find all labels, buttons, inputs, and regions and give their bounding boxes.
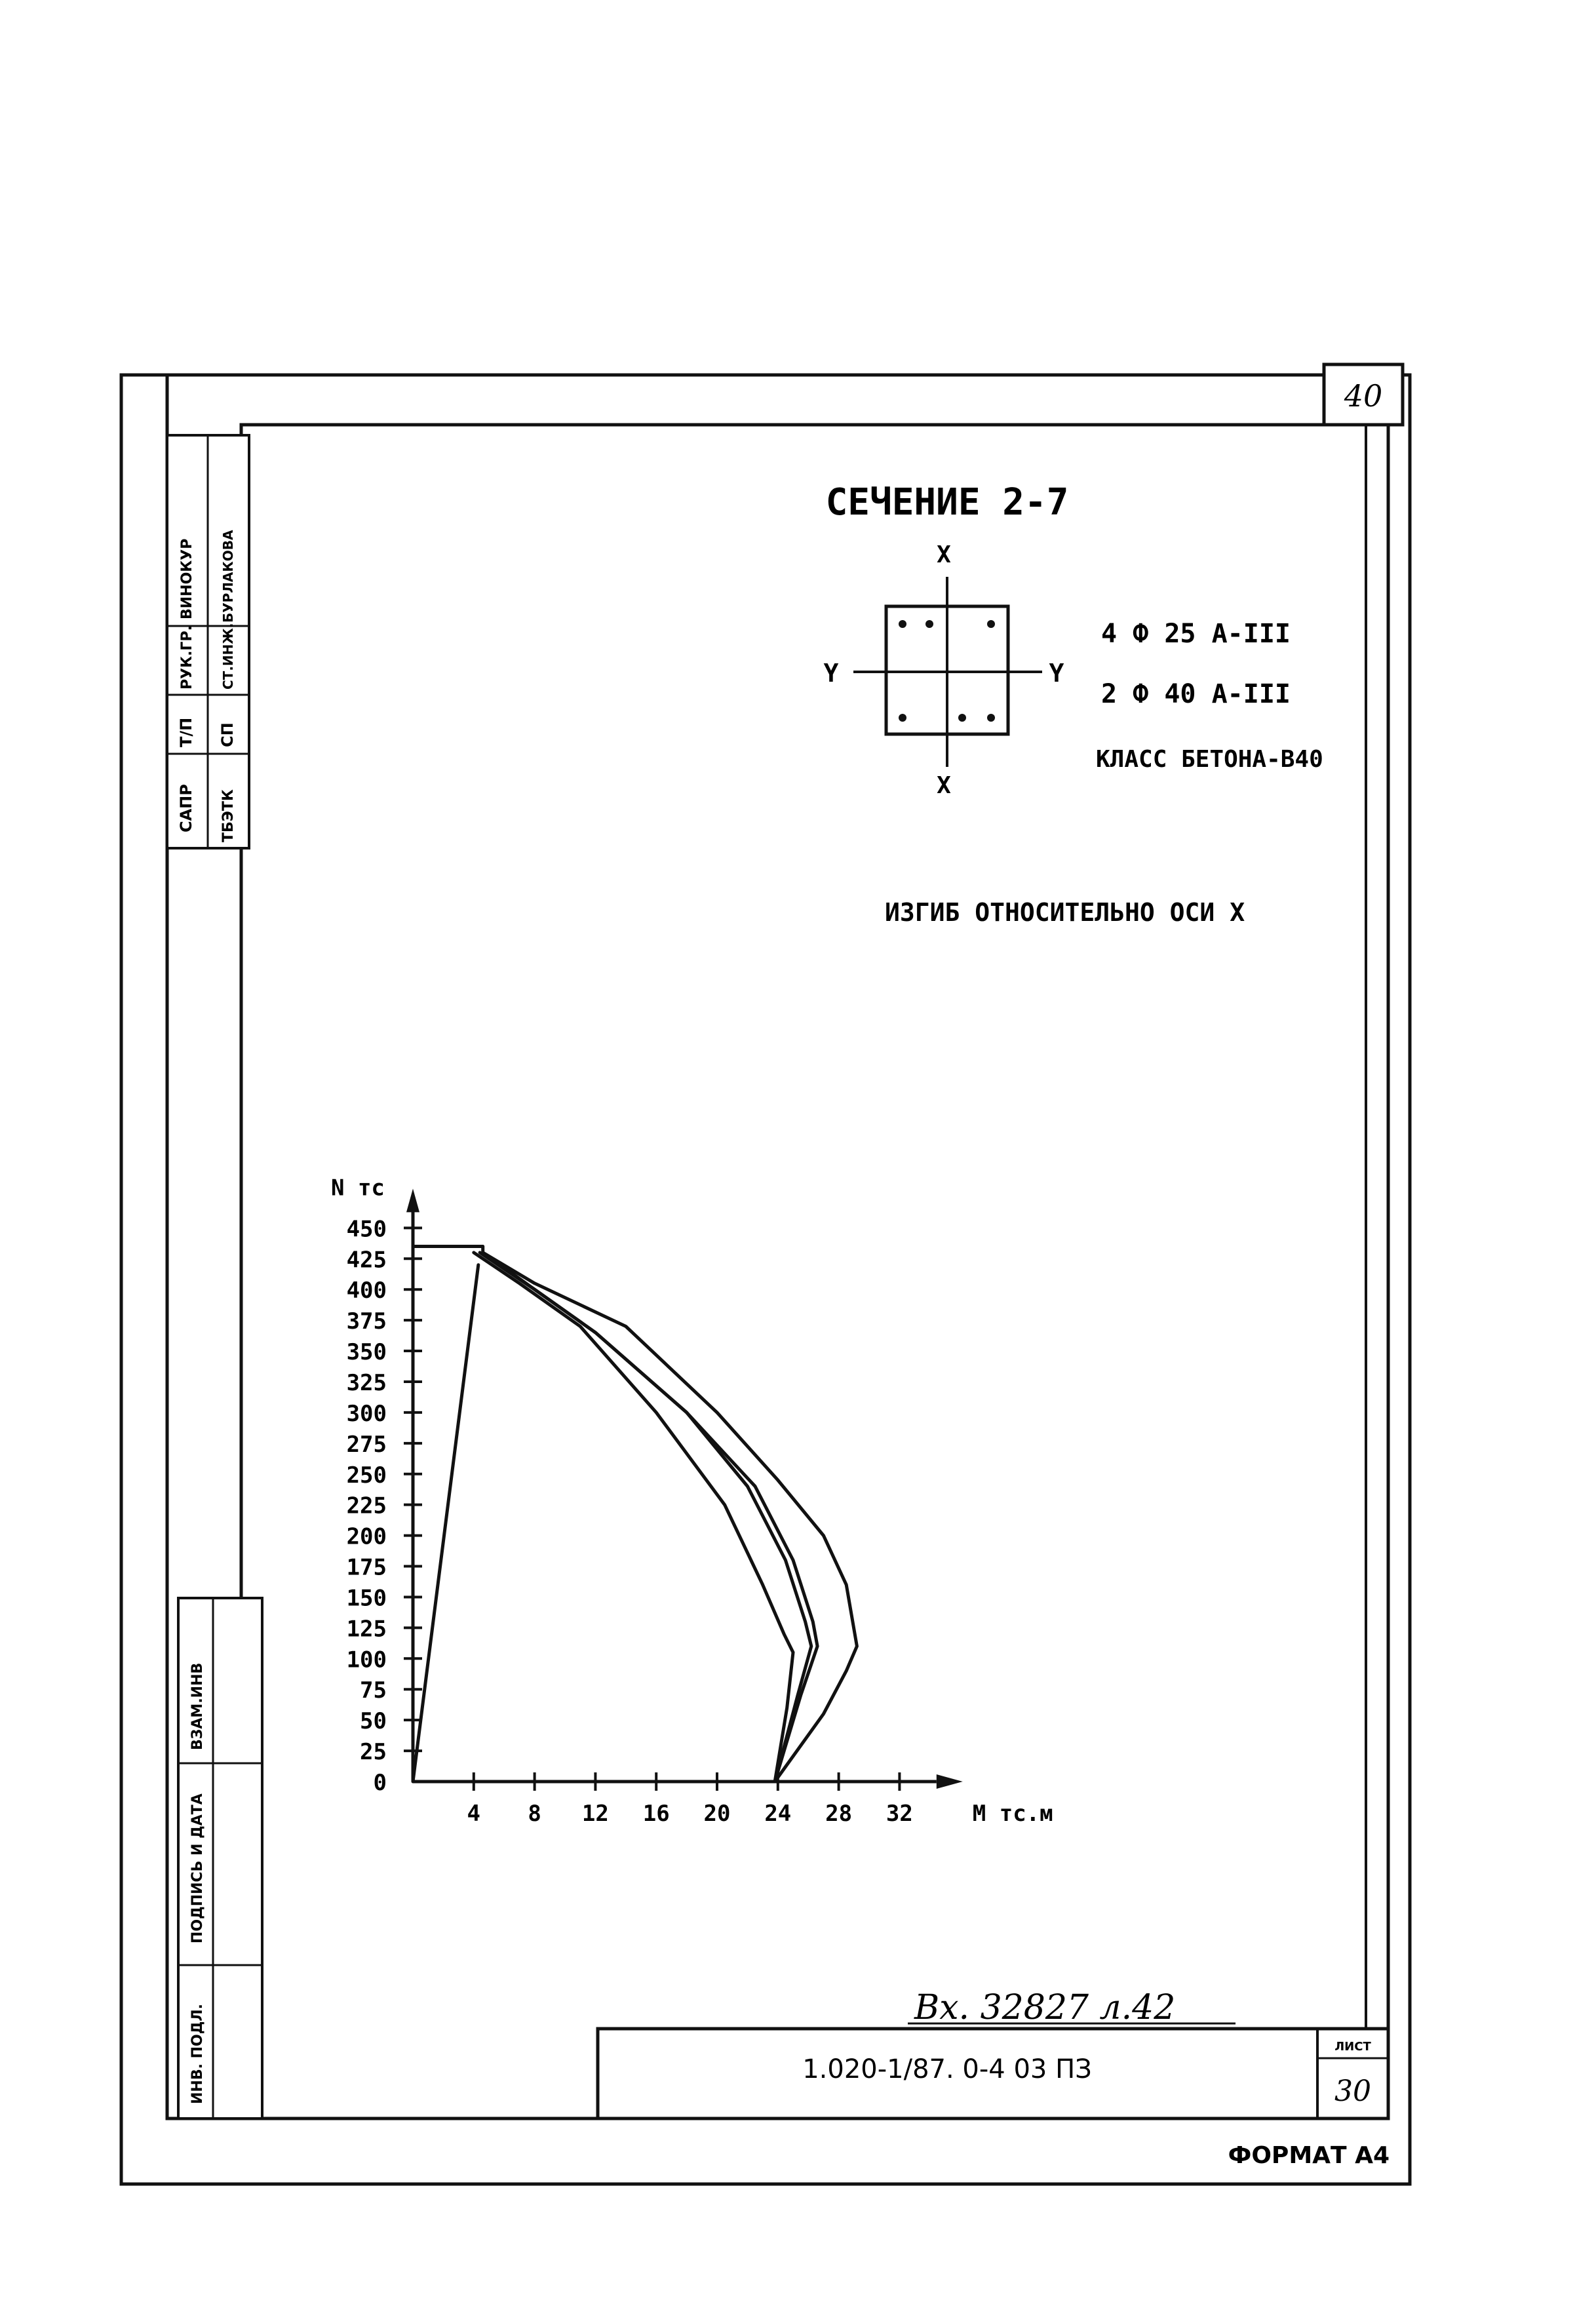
stamp-cell: САПР [177,784,195,832]
y-axis-arrow [406,1188,419,1212]
interaction-curve-1 [413,1247,857,1782]
stamp-cell: СП [218,722,237,747]
x-axis-label: М тс.м [972,1801,1053,1827]
stamp-cell: ВИНОКУР [179,538,195,619]
sheet-number: 30 [1334,2075,1371,2108]
rebar-dot [958,714,966,722]
y-tick-label: 0 [373,1770,387,1796]
sheet-label: ЛИСТ [1334,2040,1371,2054]
x-tick-label: 4 [467,1801,481,1827]
format-label: ФОРМАТ А4 [1228,2142,1390,2169]
axis-y-left-label: Y [823,659,839,688]
y-tick-label: 300 [346,1400,387,1427]
x-tick-label: 32 [886,1801,913,1827]
title-block [598,2029,1388,2118]
rebar-dot [899,620,906,628]
concrete-class: КЛАСС БЕТОНА-В40 [1096,746,1323,773]
y-tick-label: 425 [346,1247,387,1274]
y-tick-label: 200 [346,1523,387,1550]
interaction-curve-3 [480,1253,811,1782]
doc-code: 1.020-1/87. 0-4 03 ПЗ [802,2054,1092,2084]
rebar-dot [925,620,933,628]
x-axis-arrow [937,1774,963,1789]
y-tick-label: 375 [346,1308,387,1335]
stamp-cell: ВЗАМ.ИНВ [189,1662,206,1750]
y-tick-label: 100 [346,1647,387,1673]
y-tick-label: 175 [346,1554,387,1581]
interaction-chart [331,1175,1053,1827]
axis-y-right-label: Y [1049,659,1064,688]
stamp-cell: ИНВ. ПОДЛ. [189,2004,206,2104]
cross-section-diagram [824,541,1064,799]
axis-x-top-label: X [937,541,951,568]
x-tick-label: 24 [764,1801,792,1827]
stamp-top [167,435,249,848]
chart-curves [413,1247,857,1782]
y-tick-label: 50 [360,1708,387,1735]
y-tick-label: 75 [360,1677,387,1704]
x-tick-label: 8 [528,1801,541,1827]
stamp-cell: Т/П [177,717,195,747]
page-number-top: 40 [1344,378,1383,414]
stamp-cell: РУК.ГР. [179,625,195,690]
y-ticks [347,1216,422,1796]
y-tick-label: 25 [360,1739,387,1766]
reinforcement-line-1: 4 Ф 25 А-III [1101,619,1291,649]
interaction-curve-5 [413,1265,478,1782]
y-tick-label: 225 [346,1493,387,1519]
interaction-curve-2 [483,1253,817,1782]
y-tick-label: 400 [346,1278,387,1304]
stamp-bottom [178,1598,262,2118]
x-tick-label: 20 [703,1801,731,1827]
section-title: СЕЧЕНИЕ 2-7 [825,481,1069,524]
y-tick-label: 350 [346,1339,387,1366]
reinforcement-line-2: 2 Ф 40 А-III [1101,679,1291,709]
x-tick-label: 12 [581,1801,609,1827]
stamp-cell: СТ.ИНЖ. [220,623,236,690]
y-axis-label: N тс [331,1175,385,1201]
stamp-cell: БУРЛАКОВА [220,530,236,623]
stamp-cell: ПОДПИСЬ И ДАТА [189,1793,206,1943]
x-tick-label: 28 [825,1801,853,1827]
y-tick-label: 450 [346,1216,387,1243]
axis-x-bottom-label: X [937,772,951,799]
rebar-dot [987,620,995,628]
y-tick-label: 250 [346,1462,387,1489]
y-tick-label: 125 [346,1616,387,1643]
rebar-dot [987,714,995,722]
x-tick-label: 16 [642,1801,670,1827]
y-tick-label: 325 [346,1369,387,1396]
stamp-cell: ТБЭТК [220,789,237,842]
y-tick-label: 150 [346,1585,387,1612]
rebar-dot [899,714,906,722]
y-tick-label: 275 [346,1431,387,1458]
handwritten-note: Вх. 32827 л.42 [914,1988,1176,2027]
bending-note: ИЗГИБ ОТНОСИТЕЛЬНО ОСИ X [885,898,1245,927]
